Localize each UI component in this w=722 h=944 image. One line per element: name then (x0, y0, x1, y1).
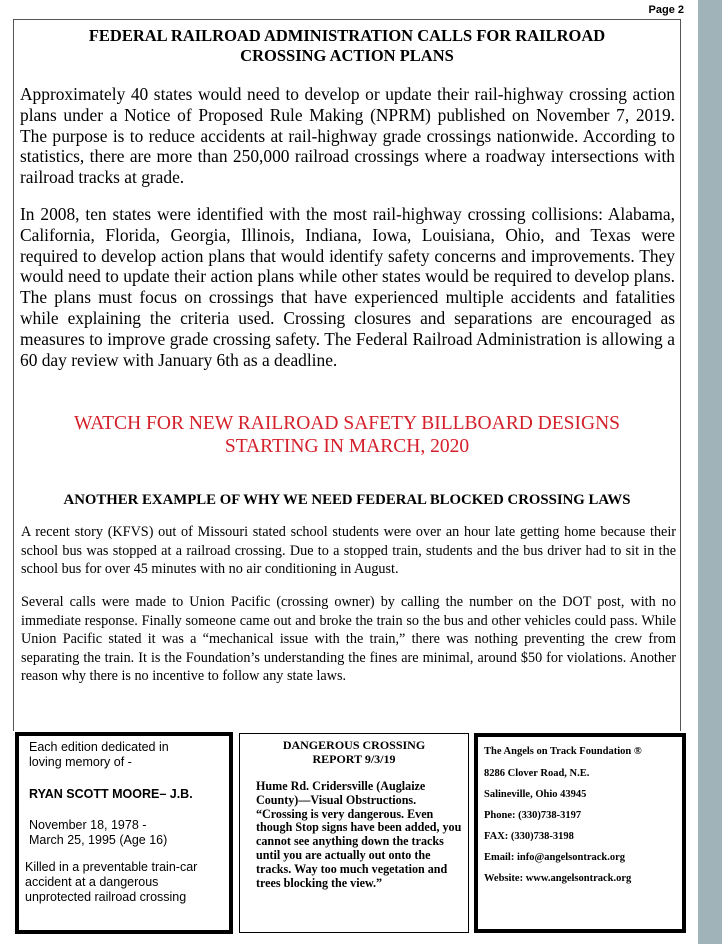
article1-title-line2: CROSSING ACTION PLANS (240, 46, 454, 65)
announcement-line1: WATCH FOR NEW RAILROAD SAFETY BILLBOARD DESIGNS (73, 413, 621, 434)
contact-info-box (474, 733, 686, 933)
memorial-line1: Each edition dedicated in (29, 740, 169, 754)
article1-paragraph1: Approximately 40 states would need to develop or update their rail-highway crossing action plans under a Notice of Proposed Rule Making (NPRM) published on November 7, 2019. The purpose is to reduce accidents at rail-highway grade crossings nationwide. According to statistics, there are more than 250,000 railroad crossings where a roadway intersections with railroad tracks at grade. (20, 84, 675, 188)
contact-website[interactable]: Website: www.angelsontrack.org (484, 873, 632, 884)
memorial-dates-line1: November 18, 1978 - (29, 818, 147, 832)
contact-address-line2: Salineville, Ohio 43945 (484, 789, 587, 800)
article1-title (14, 26, 680, 66)
main-article-frame (13, 19, 681, 731)
dangerous-crossing-title-line2: REPORT 9/3/19 (312, 752, 396, 766)
contact-email[interactable]: Email: info@angelsontrack.org (484, 852, 626, 863)
page-number: Page 2 (648, 4, 684, 16)
contact-organization: The Angels on Track Foundation ® (484, 746, 642, 757)
memorial-note-line3: unprotected railroad crossing (25, 890, 187, 904)
memorial-name: RYAN SCOTT MOORE– J.B. (29, 787, 193, 801)
dangerous-crossing-report-box (239, 733, 469, 933)
article1-title-line1: FEDERAL RAILROAD ADMINISTRATION CALLS FOR RAILROAD (88, 26, 606, 45)
memorial-note-line1: Killed in a preventable train-car (25, 860, 198, 874)
dangerous-crossing-title (240, 738, 468, 766)
memorial-line2: loving memory of - (29, 755, 132, 769)
article2-paragraph2: Several calls were made to Union Pacific (crossing owner) by calling the number on the DOT post, with no immediate response. Finally someone came out and broke the train so the bus and other vehicles could pass. While Union Pacific stated it was a “mechanical issue with the train,” there was nothing preventing the crew from separating the train. It is the Foundation’s understanding the fines are minimal, around $50 for violations. Another reason why there is no incentive to follow any state laws. (21, 594, 676, 684)
decorative-side-bar (698, 0, 722, 944)
memorial-note-line2: accident at a dangerous (25, 875, 159, 889)
article2-paragraph1: A recent story (KFVS) out of Missouri stated school students were over an hour late getting home because their school bus was stopped at a railroad crossing. Due to a stopped train, students and the bus driver had to sit in the school bus for over 45 minutes with no air conditioning in August. (21, 524, 676, 577)
announcement-line2: STARTING IN MARCH, 2020 (224, 436, 470, 457)
memorial-box (15, 732, 233, 934)
billboard-announcement (14, 412, 680, 458)
dangerous-crossing-body: Hume Rd. Cridersville (Auglaize County)—Visual Obstructions. “Crossing is very dangerous. Even though Stop signs have been added, you cannot see anything down the tracks until you are actually out onto the tracks. Way too much vegetation and trees blocking the view.” (256, 779, 462, 890)
contact-address-line1: 8286 Clover Road, N.E. (484, 768, 590, 779)
article2-title: ANOTHER EXAMPLE OF WHY WE NEED FEDERAL BLOCKED CROSSING LAWS (63, 492, 631, 508)
contact-phone: Phone: (330)738-3197 (484, 810, 582, 821)
dangerous-crossing-title-line1: DANGEROUS CROSSING (282, 738, 426, 752)
memorial-dates-line2: March 25, 1995 (Age 16) (29, 833, 168, 847)
article1-paragraph2: In 2008, ten states were identified with the most rail-highway crossing collisions: Alabama, California, Florida, Georgia, Illinois, Indiana, Iowa, Louisiana, Ohio, and Texas were required to develop action plans that would identify safety concerns and improvements. They would need to update their action plans while other states would be required to develop plans. The plans must focus on crossings that have experienced multiple accidents and fatalities while explaining the criteria used. Crossing closures and separations are encouraged as measures to improve grade crossing safety. The Federal Railroad Administration is allowing a 60 day review with January 6th as a deadline. (20, 204, 675, 370)
contact-fax: FAX: (330)738-3198 (484, 831, 574, 842)
